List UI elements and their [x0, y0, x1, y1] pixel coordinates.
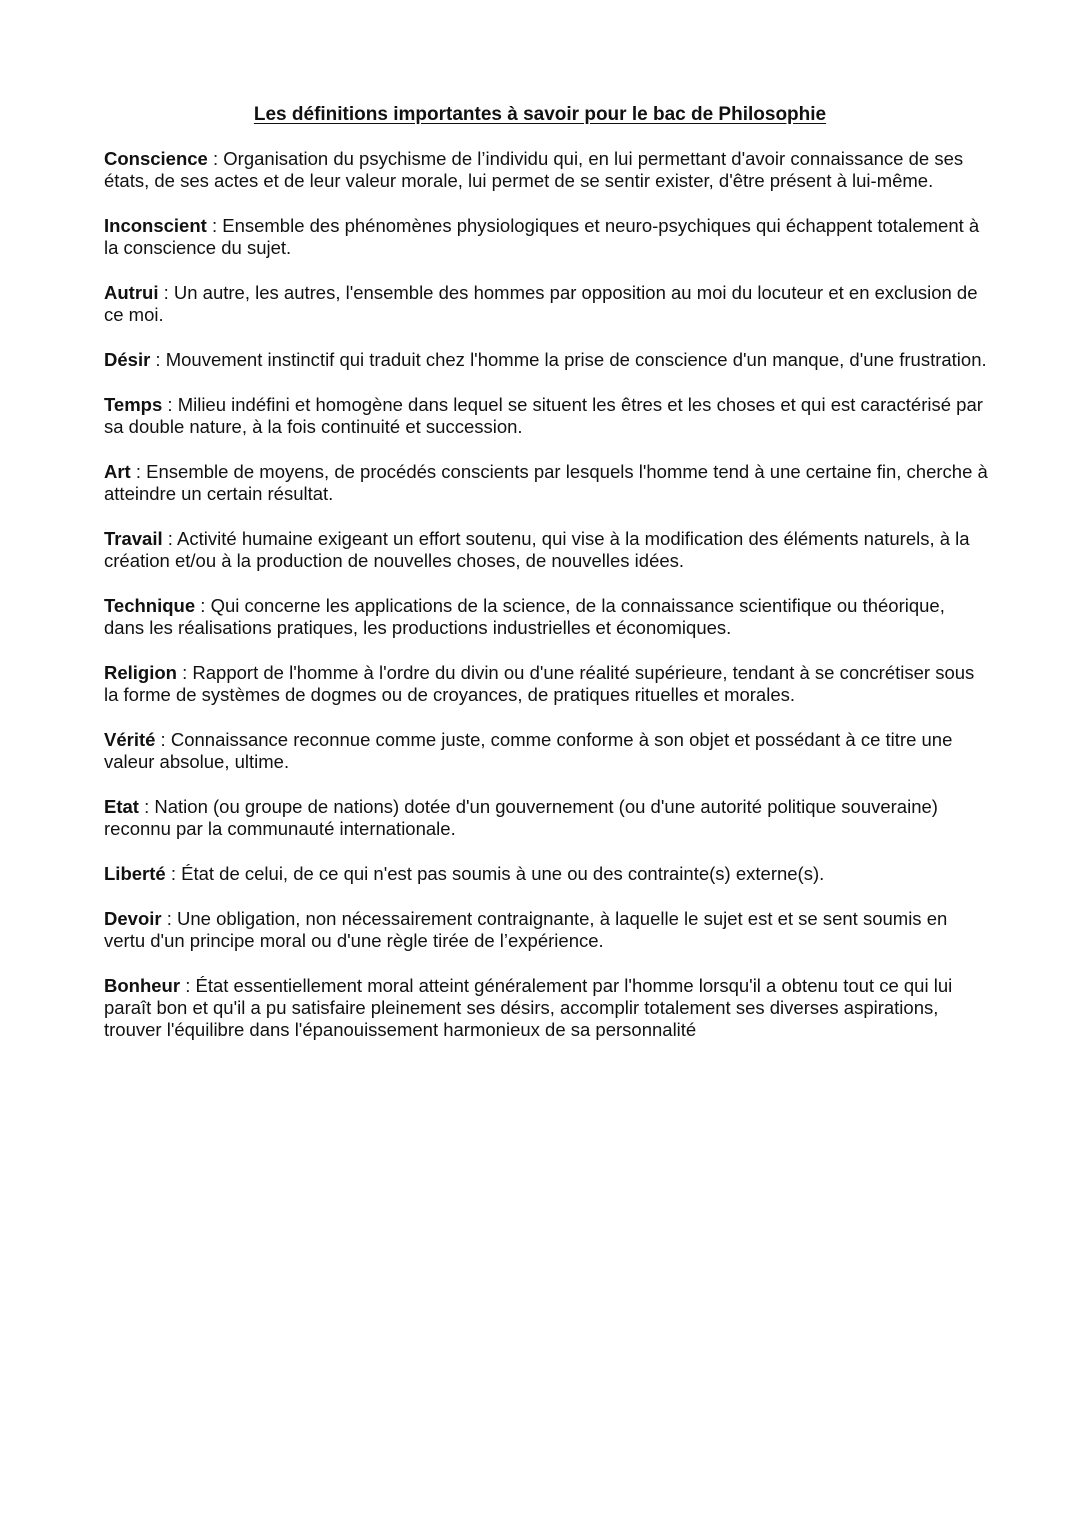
definition-term: Autrui: [104, 282, 159, 303]
definition-separator: :: [162, 528, 178, 549]
definition-term: Technique: [104, 595, 196, 616]
definition-separator: :: [180, 975, 196, 996]
definition-term: Bonheur: [104, 975, 181, 996]
definition-term: Vérité: [104, 729, 156, 750]
definition-term: Etat: [104, 796, 139, 817]
definition-text: État essentiellement moral atteint généralement par l'homme lorsqu'il a obtenu tout ce qui lui paraît bon et qu'il a pu satisfaire pleinement ses désirs, accomplir totalement ses diverses aspirations, trouver l'équilibre dans l'épanouissement harmonieux de sa personnalité: [104, 975, 953, 1040]
definition-separator: :: [138, 796, 155, 817]
definition-separator: :: [176, 662, 193, 683]
definition-item: [104, 595, 988, 639]
definition-term: Inconscient: [104, 215, 207, 236]
definition-term: Art: [104, 461, 131, 482]
definition-item: [104, 908, 988, 952]
definition-item: [104, 282, 988, 326]
document-title: Les définitions importantes à savoir pour le bac de Philosophie: [253, 104, 827, 125]
definitions-list: [104, 148, 988, 1064]
definition-text: Ensemble de moyens, de procédés conscients par lesquels l'homme tend à une certaine fin, cherche à atteindre un certain résultat.: [104, 461, 988, 504]
definition-text: Qui concerne les applications de la science, de la connaissance scientifique ou théorique, dans les réalisations pratiques, les productions industrielles et économiques.: [104, 595, 945, 638]
definition-term: Temps: [104, 394, 163, 415]
definition-separator: :: [165, 863, 182, 884]
definition-item: [104, 975, 988, 1041]
definition-item: [104, 863, 988, 885]
definition-text: Un autre, les autres, l'ensemble des hommes par opposition au moi du locuteur et en exclusion de ce moi.: [104, 282, 978, 325]
definition-separator: :: [206, 215, 223, 236]
definition-text: Organisation du psychisme de l’individu qui, en lui permettant d'avoir connaissance de ses états, de ses actes et de leur valeur morale, lui permet de se sentir exister, d'être présent à lui-même.: [104, 148, 964, 191]
definition-text: Connaissance reconnue comme juste, comme conforme à son objet et possédant à ce titre une valeur absolue, ultime.: [104, 729, 953, 772]
definition-item: [104, 796, 988, 840]
definition-text: Mouvement instinctif qui traduit chez l'homme la prise de conscience d'un manque, d'une frustration.: [165, 349, 987, 370]
definition-text: Nation (ou groupe de nations) dotée d'un gouvernement (ou d'une autorité politique souveraine) reconnu par la communauté internationale.: [104, 796, 938, 839]
definition-text: Ensemble des phénomènes physiologiques et neuro-psychiques qui échappent totalement à la conscience du sujet.: [104, 215, 980, 258]
definition-term: Conscience: [104, 148, 208, 169]
definition-item: [104, 729, 988, 773]
definition-separator: :: [162, 394, 178, 415]
definition-text: Une obligation, non nécessairement contraignante, à laquelle le sujet est et se sent soumis en vertu d'un principe moral ou d'une règle tirée de l’expérience.: [104, 908, 948, 951]
definition-item: [104, 528, 988, 572]
definition-term: Travail: [104, 528, 163, 549]
definition-item: [104, 461, 988, 505]
definition-text: Activité humaine exigeant un effort soutenu, qui vise à la modification des éléments naturels, à la création et/ou à la production de nouvelles choses, de nouvelles idées.: [104, 528, 970, 571]
definition-item: [104, 148, 988, 192]
definition-item: [104, 394, 988, 438]
definition-text: État de celui, de ce qui n'est pas soumis à une ou des contrainte(s) externe(s).: [181, 863, 825, 884]
definition-separator: :: [207, 148, 224, 169]
definition-item: [104, 662, 988, 706]
definition-term: Liberté: [104, 863, 166, 884]
definition-term: Devoir: [104, 908, 162, 929]
definition-separator: :: [158, 282, 174, 303]
definition-separator: :: [130, 461, 147, 482]
definition-text: Rapport de l'homme à l'ordre du divin ou d'une réalité supérieure, tendant à se concrétiser sous la forme de systèmes de dogmes ou de croyances, de pratiques rituelles et morales.: [104, 662, 975, 705]
definition-term: Religion: [104, 662, 177, 683]
definition-item: [104, 215, 988, 259]
definition-text: Milieu indéfini et homogène dans lequel se situent les êtres et les choses et qui est caractérisé par sa double nature, à la fois continuité et succession.: [104, 394, 983, 437]
definition-term: Désir: [104, 349, 151, 370]
definition-separator: :: [195, 595, 211, 616]
definition-separator: :: [155, 729, 171, 750]
definition-item: [104, 349, 988, 371]
definition-separator: :: [150, 349, 166, 370]
definition-separator: :: [161, 908, 177, 929]
